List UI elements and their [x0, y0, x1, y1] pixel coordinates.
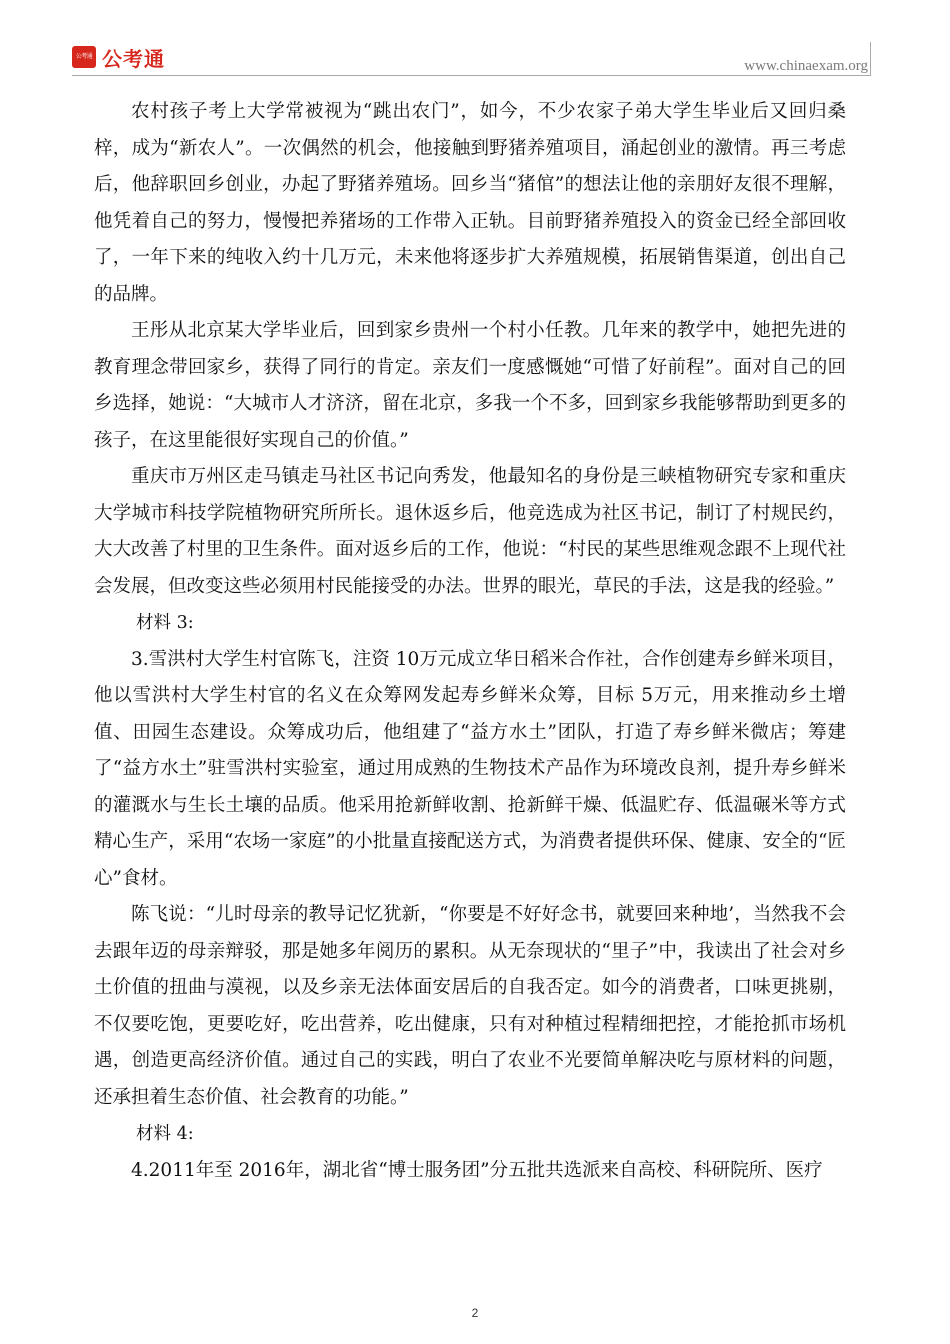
brand-logo	[72, 44, 165, 70]
paragraph-chen-fei-quote: 陈飞说：“儿时母亲的教导记忆犹新，“你要是不好好念书，就要回来种地’，当然我不会去跟年迈的母亲辩驳，那是她多年阅历的累积。从无奈现状的“里子”中，我读出了社会对乡土价值的扭曲与漠视，以及乡亲无法体面安居后的自我否定。如今的消费者，口味更挑剔，不仅要吃饱，更要吃好，吃出营养，吃出健康，只有对种植过程精细把控，才能抢抓市场机遇，创造更高经济价值。通过自己的实践，明白了农业不光要简单解决吃与原材料的问题，还承担着生态价值、社会教育的功能。”	[94, 904, 846, 1108]
paragraph-new-farmer: 农村孩子考上大学常被视为“跳出农门”，如今，不少农家子弟大学生毕业后又回归桑梓，成为“新农人”。一次偶然的机会，他接触到野猪养殖项目，涌起创业的激情。再三考虑后，他辞职回乡创业，办起了野猪养殖场。回乡当“猪倌”的想法让他的亲朋好友很不理解，他凭着自己的努力，慢慢把养猪场的工作带入正轨。目前野猪养殖投入的资金已经全部回收了，一年下来的纯收入约十几万元，未来他将逐步扩大养殖规模，拓展销售渠道，创出自己的品牌。	[94, 101, 846, 305]
paragraph-wang-tong: 王彤从北京某大学毕业后，回到家乡贵州一个村小任教。几年来的教学中，她把先进的教育理念带回家乡，获得了同行的肯定。亲友们一度感慨她“可惜了好前程”。面对自己的回乡选择，她说：“大城市人才济济，留在北京，多我一个不多，回到家乡我能够帮助到更多的孩子，在这里能很好实现自己的价值。”	[94, 320, 846, 451]
header-corner-mark	[870, 42, 871, 76]
logo-text: 公考通	[102, 46, 165, 71]
page-header	[72, 42, 870, 76]
logo-badge-icon: 公考通	[72, 46, 96, 68]
material-3-label: 材料 3:	[136, 613, 194, 633]
material-4-label: 材料 4:	[136, 1124, 194, 1144]
paragraph-chen-fei: 3.雪洪村大学生村官陈飞，注资 10万元成立华日稻米合作社，合作创建寿乡鲜米项目，他以雪洪村大学生村官的名义在众筹网发起寿乡鲜米众筹，目标 5万元，用来推动乡土增值、田园生态建设。众筹成功后，他组建了“益方水土”团队，打造了寿乡鲜米微店；筹建了“益方水土”驻雪洪村实验室，通过用成熟的生物技术产品作为环境改良剂，提升寿乡鲜米的灌溉水与生长土壤的品质。他采用抢新鲜收割、抢新鲜干燥、低温贮存、低温碾米等方式精心生产，采用“农场一家庭”的小批量直接配送方式，为消费者提供环保、健康、安全的“匠心”食材。	[94, 648, 846, 889]
paragraph-xiang-xiufa: 重庆市万州区走马镇走马社区书记向秀发，他最知名的身份是三峡植物研究专家和重庆大学城市科技学院植物研究所所长。退休返乡后，他竞选成为社区书记，制订了村规民约，大大改善了村里的卫生条件。面对返乡后的工作，他说：“村民的某些思维观念跟不上现代社会发展，但改变这些必须用村民能接受的办法。世界的眼光，草民的手法，这是我的经验。”	[94, 466, 846, 597]
site-url: www.chinaexam.org	[744, 58, 868, 74]
page-number: 2	[471, 1306, 479, 1320]
document-body	[94, 94, 846, 1189]
paragraph-doctor-service: 4.2011年至 2016年，湖北省“博士服务团”分五批共选派来自高校、科研院所、医疗	[131, 1159, 823, 1181]
header-divider	[72, 75, 870, 76]
